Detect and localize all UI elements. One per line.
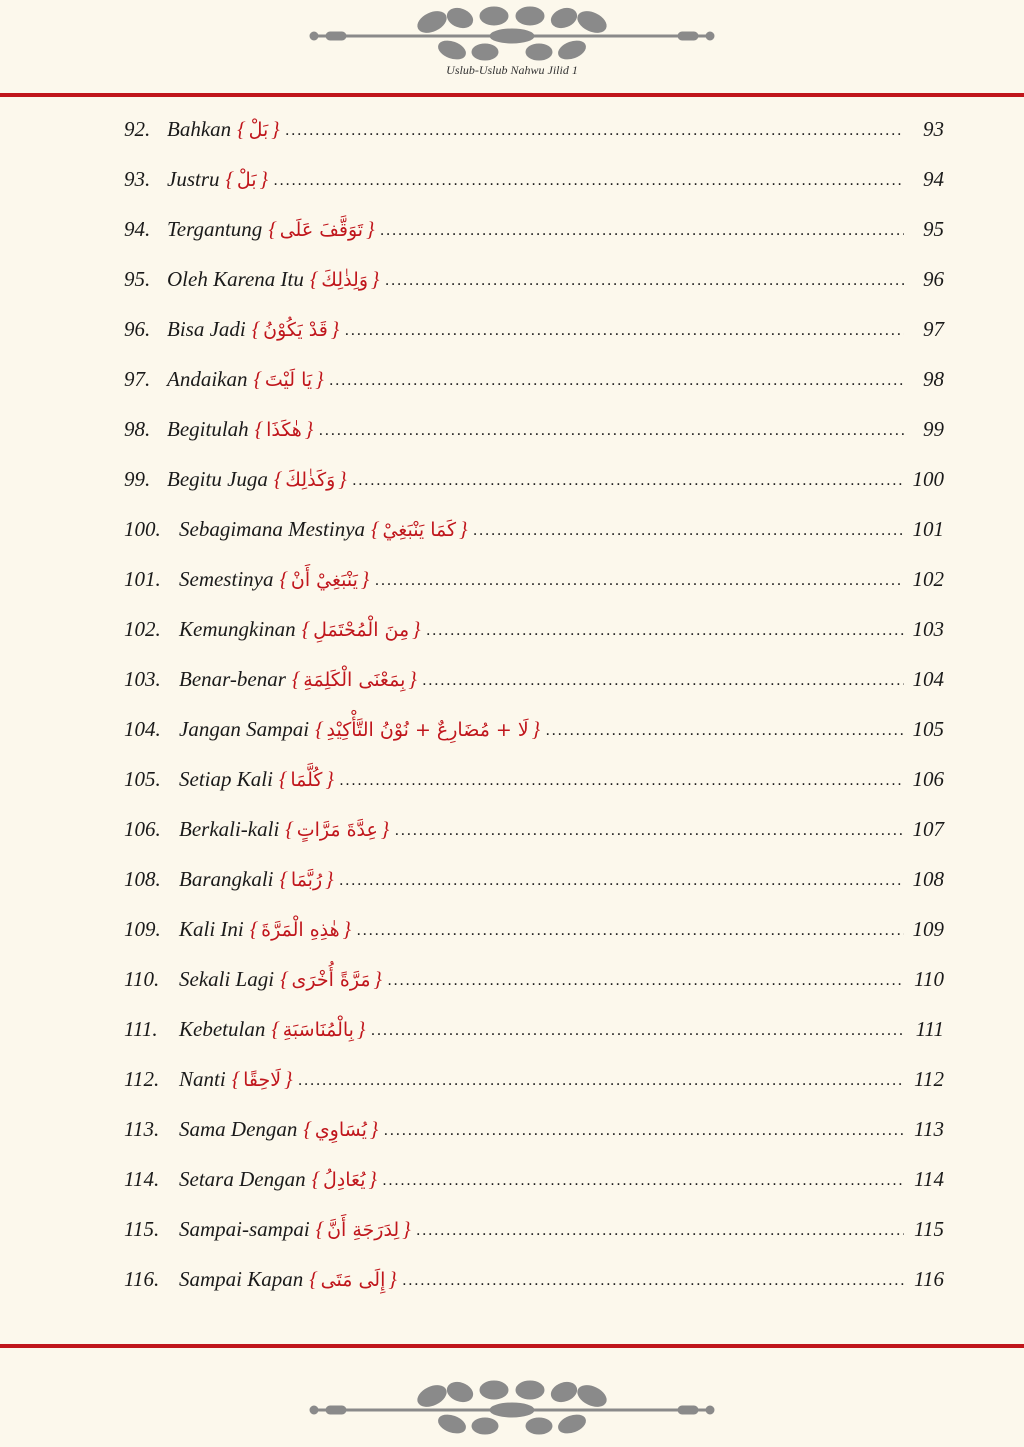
entry-title: Sampai Kapan (179, 1266, 304, 1291)
entry-page: 98 (923, 366, 944, 391)
toc-entry[interactable] (124, 704, 944, 754)
entry-title: Kemungkinan (179, 616, 296, 641)
entry-title: Sampai-sampai (179, 1216, 310, 1241)
entry-arabic-text: هٰكَذَا (266, 418, 302, 441)
entry-arabic-text: يَنْبَغِيْ أَنْ (290, 568, 358, 591)
entry-arabic-text: بِالْمُنَاسَبَةِ (282, 1018, 354, 1041)
toc-entry[interactable] (124, 454, 944, 504)
entry-arabic-text: مَرَّةً أُخْرَى (291, 968, 371, 991)
dot-leader (298, 1072, 904, 1090)
entry-title: Andaikan (167, 366, 248, 391)
toc-entry[interactable] (124, 654, 944, 704)
entry-page: 102 (912, 566, 944, 591)
open-brace: { (309, 1266, 318, 1291)
entry-arabic (255, 417, 314, 442)
entry-arabic (292, 667, 417, 692)
close-brace: } (325, 766, 334, 791)
entry-page: 94 (923, 166, 944, 191)
close-brace: } (371, 266, 380, 291)
dot-leader (353, 472, 904, 490)
dot-leader (380, 222, 904, 240)
open-brace: { (231, 1066, 241, 1091)
top-divider (0, 93, 1024, 97)
dot-leader (388, 972, 904, 990)
entry-page: 95 (923, 216, 944, 241)
entry-title: Kebetulan (179, 1016, 266, 1041)
entry-number: 111. (124, 1016, 158, 1041)
entry-number: 113. (124, 1116, 160, 1141)
entry-number: 93. (124, 166, 151, 191)
open-brace: { (253, 366, 262, 391)
dot-leader (340, 772, 904, 790)
entry-arabic-text: يَا لَيْتَ (264, 368, 313, 391)
entry-number: 95. (124, 266, 151, 291)
entry-arabic (279, 767, 334, 792)
entry-arabic-text: تَوَقَّفَ عَلَى (279, 218, 364, 241)
entry-title: Bahkan (167, 116, 232, 141)
entry-arabic-text: مِنَ الْمُحْتَمَلِ (313, 618, 410, 641)
entry-arabic-text: كُلَّمَا (290, 768, 323, 791)
entry-page: 110 (914, 966, 944, 991)
entry-arabic-text: كَمَا يَنْبَغِيْ (382, 518, 457, 541)
toc-entry[interactable] (124, 204, 944, 254)
entry-number: 98. (124, 416, 151, 441)
entry-number: 102. (124, 616, 161, 641)
open-brace: { (271, 1016, 280, 1041)
toc-entry[interactable] (124, 754, 944, 804)
dot-leader (345, 322, 904, 340)
running-header: Uslub-Uslub Nahwu Jilid 1 (446, 63, 578, 77)
entry-arabic (302, 617, 421, 642)
entry-arabic (253, 367, 323, 392)
toc-entry[interactable] (124, 1154, 944, 1204)
entry-arabic (226, 167, 269, 192)
entry-title: Nanti (179, 1066, 226, 1091)
entry-arabic (252, 317, 339, 342)
entry-title: Sama Dengan (179, 1116, 298, 1141)
entry-arabic (312, 1167, 377, 1192)
entry-arabic-text: بَلْ (236, 168, 257, 191)
entry-arabic-text: بِمَعْنَى الْكَلِمَةِ (303, 668, 406, 691)
entry-title: Setiap Kali (179, 766, 273, 791)
open-brace: { (249, 916, 259, 941)
open-brace: { (237, 116, 246, 141)
open-brace: { (225, 166, 234, 191)
close-brace: } (531, 716, 541, 741)
open-brace: { (278, 766, 288, 791)
toc-entry[interactable] (124, 504, 944, 554)
entry-page: 115 (914, 1216, 944, 1241)
entry-number: 109. (124, 916, 161, 941)
entry-page: 104 (912, 666, 944, 691)
close-brace: } (304, 416, 314, 441)
toc-entry[interactable] (124, 254, 944, 304)
entry-number: 105. (124, 766, 161, 791)
close-brace: } (408, 666, 417, 691)
entry-title: Sebagimana Mestinya (179, 516, 366, 541)
entry-arabic-text: لَاحِقًا (243, 1068, 282, 1091)
entry-arabic (371, 517, 467, 542)
open-brace: { (279, 566, 288, 591)
close-brace: } (373, 966, 382, 991)
toc-entry[interactable] (124, 304, 944, 354)
entry-arabic-text: وَلِذٰلِكَ (321, 268, 369, 291)
entry-arabic (280, 867, 334, 892)
entry-arabic-text: هٰذِهِ الْمَرَّةَ (261, 918, 340, 941)
entry-number: 100. (124, 516, 161, 541)
open-brace: { (251, 316, 261, 341)
dot-leader (383, 1172, 904, 1190)
open-brace: { (309, 266, 319, 291)
entry-arabic-text: لِدَرَجَةِ أَنَّ (327, 1218, 400, 1241)
entry-title: Begitu Juga (167, 466, 268, 491)
dot-leader (395, 822, 904, 840)
entry-number: 92. (124, 116, 151, 141)
entry-number: 104. (124, 716, 161, 741)
entry-number: 97. (124, 366, 151, 391)
toc-entry[interactable] (124, 154, 944, 204)
entry-page: 113 (914, 1116, 944, 1141)
open-brace: { (280, 966, 289, 991)
close-brace: } (368, 1166, 377, 1191)
entry-arabic (316, 1217, 411, 1242)
entry-title: Tergantung (167, 216, 263, 241)
close-brace: } (356, 1016, 366, 1041)
entry-page: 96 (923, 266, 944, 291)
entry-page: 109 (912, 916, 944, 941)
entry-arabic-text: رُبَّمَا (290, 868, 323, 891)
entry-page: 101 (912, 516, 944, 541)
entry-arabic (315, 717, 540, 742)
dot-leader (274, 172, 904, 190)
open-brace: { (301, 616, 311, 641)
open-brace: { (291, 666, 301, 691)
entry-number: 99. (124, 466, 151, 491)
entry-number: 108. (124, 866, 161, 891)
entry-page: 99 (923, 416, 944, 441)
bottom-ornament (0, 1376, 1024, 1436)
entry-title: Begitulah (167, 416, 249, 441)
close-brace: } (412, 616, 421, 641)
open-brace: { (254, 416, 264, 441)
toc-entry[interactable] (124, 904, 944, 954)
entry-number: 114. (124, 1166, 160, 1191)
bottom-divider (0, 1344, 1024, 1348)
close-brace: } (325, 866, 334, 891)
entry-page: 105 (912, 716, 944, 741)
entry-arabic (303, 1117, 378, 1142)
entry-page: 108 (912, 866, 944, 891)
open-brace: { (279, 866, 288, 891)
toc-entry[interactable] (124, 1054, 944, 1104)
open-brace: { (303, 1116, 312, 1141)
open-brace: { (273, 466, 283, 491)
entry-title: Berkali-kali (179, 816, 280, 841)
entry-title: Benar-benar (179, 666, 286, 691)
entry-arabic-text: بَلْ (248, 118, 269, 141)
entry-page: 100 (912, 466, 944, 491)
close-brace: } (369, 1116, 379, 1141)
open-brace: { (315, 1216, 325, 1241)
toc-entry[interactable] (124, 604, 944, 654)
entry-arabic (274, 467, 347, 492)
entry-title: Jangan Sampai (179, 716, 310, 741)
close-brace: } (366, 216, 375, 241)
entry-page: 97 (923, 316, 944, 341)
dot-leader (546, 722, 904, 740)
dot-leader (427, 622, 904, 640)
entry-arabic (279, 567, 369, 592)
toc-entry[interactable] (124, 954, 944, 1004)
dot-leader (357, 922, 904, 940)
close-brace: } (330, 316, 340, 341)
toc-entry[interactable] (124, 1204, 944, 1254)
open-brace: { (311, 1166, 320, 1191)
dot-leader (330, 372, 904, 390)
entry-arabic (285, 817, 389, 842)
top-ornament (0, 2, 1024, 62)
toc-entry[interactable] (124, 854, 944, 904)
close-brace: } (342, 916, 352, 941)
entry-arabic-text: يُسَاوِي (314, 1118, 367, 1141)
dot-leader (371, 1022, 904, 1040)
entry-title: Bisa Jadi (167, 316, 246, 341)
close-brace: } (338, 466, 347, 491)
leaf-vine-ornament-icon (302, 1376, 722, 1436)
close-brace: } (259, 166, 268, 191)
entry-number: 101. (124, 566, 161, 591)
open-brace: { (315, 716, 324, 741)
entry-number: 116. (124, 1266, 160, 1291)
dot-leader (286, 122, 904, 140)
entry-arabic-text: عِدَّةَ مَرَّاتٍ (296, 818, 378, 841)
entry-arabic-text: وَكَذٰلِكَ (285, 468, 336, 491)
close-brace: } (402, 1216, 411, 1241)
entry-title: Kali Ini (179, 916, 244, 941)
entry-page: 106 (912, 766, 944, 791)
entry-title: Semestinya (179, 566, 274, 591)
dot-leader (384, 1122, 904, 1140)
toc-entry[interactable] (124, 1004, 944, 1054)
entry-page: 116 (914, 1266, 944, 1291)
entry-number: 112. (124, 1066, 160, 1091)
dot-leader (423, 672, 904, 690)
leaf-vine-ornament-icon (302, 2, 722, 62)
toc-entry[interactable] (124, 404, 944, 454)
dot-leader (473, 522, 904, 540)
close-brace: } (388, 1266, 397, 1291)
close-brace: } (380, 816, 390, 841)
entry-title: Justru (167, 166, 220, 191)
dot-leader (319, 422, 904, 440)
close-brace: } (315, 366, 324, 391)
dot-leader (375, 572, 904, 590)
close-brace: } (459, 516, 468, 541)
dot-leader (340, 872, 904, 890)
entry-arabic-text: لَا + مُضَارِعٌ + نُوْنُ التَّأْكِيْدِ (326, 718, 529, 741)
entry-page: 107 (912, 816, 944, 841)
entry-title: Oleh Karena Itu (167, 266, 304, 291)
toc-entry[interactable] (124, 354, 944, 404)
entry-number: 96. (124, 316, 151, 341)
close-brace: } (360, 566, 370, 591)
open-brace: { (371, 516, 380, 541)
entry-arabic (280, 967, 382, 992)
toc-entry[interactable] (124, 554, 944, 604)
entry-title: Sekali Lagi (179, 966, 275, 991)
entry-arabic (271, 1017, 365, 1042)
entry-arabic (232, 1067, 293, 1092)
toc-entry[interactable] (124, 1254, 944, 1304)
open-brace: { (285, 816, 294, 841)
toc-entry[interactable] (124, 104, 944, 154)
entry-arabic (237, 117, 280, 142)
entry-title: Barangkali (179, 866, 274, 891)
entry-page: 103 (912, 616, 944, 641)
table-of-contents (124, 104, 944, 1304)
entry-number: 94. (124, 216, 151, 241)
entry-number: 115. (124, 1216, 160, 1241)
entry-arabic-text: إِلَى مَتَى (320, 1268, 386, 1291)
entry-page: 114 (914, 1166, 944, 1191)
entry-number: 110. (124, 966, 160, 991)
entry-arabic (310, 267, 380, 292)
dot-leader (385, 272, 904, 290)
close-brace: } (284, 1066, 293, 1091)
entry-arabic-text: يُعَادِلُ (322, 1168, 366, 1191)
entry-arabic (309, 1267, 397, 1292)
toc-entry[interactable] (124, 804, 944, 854)
dot-leader (403, 1272, 904, 1290)
open-brace: { (268, 216, 277, 241)
dot-leader (417, 1222, 904, 1240)
toc-entry[interactable] (124, 1104, 944, 1154)
entry-arabic (268, 217, 374, 242)
entry-number: 103. (124, 666, 161, 691)
entry-arabic-text: قَدْ يَكُوْنُ (263, 318, 328, 341)
entry-number: 106. (124, 816, 161, 841)
entry-page: 111 (915, 1016, 944, 1041)
close-brace: } (271, 116, 280, 141)
entry-page: 93 (923, 116, 944, 141)
entry-arabic (250, 917, 351, 942)
entry-title: Setara Dengan (179, 1166, 306, 1191)
entry-page: 112 (914, 1066, 944, 1091)
